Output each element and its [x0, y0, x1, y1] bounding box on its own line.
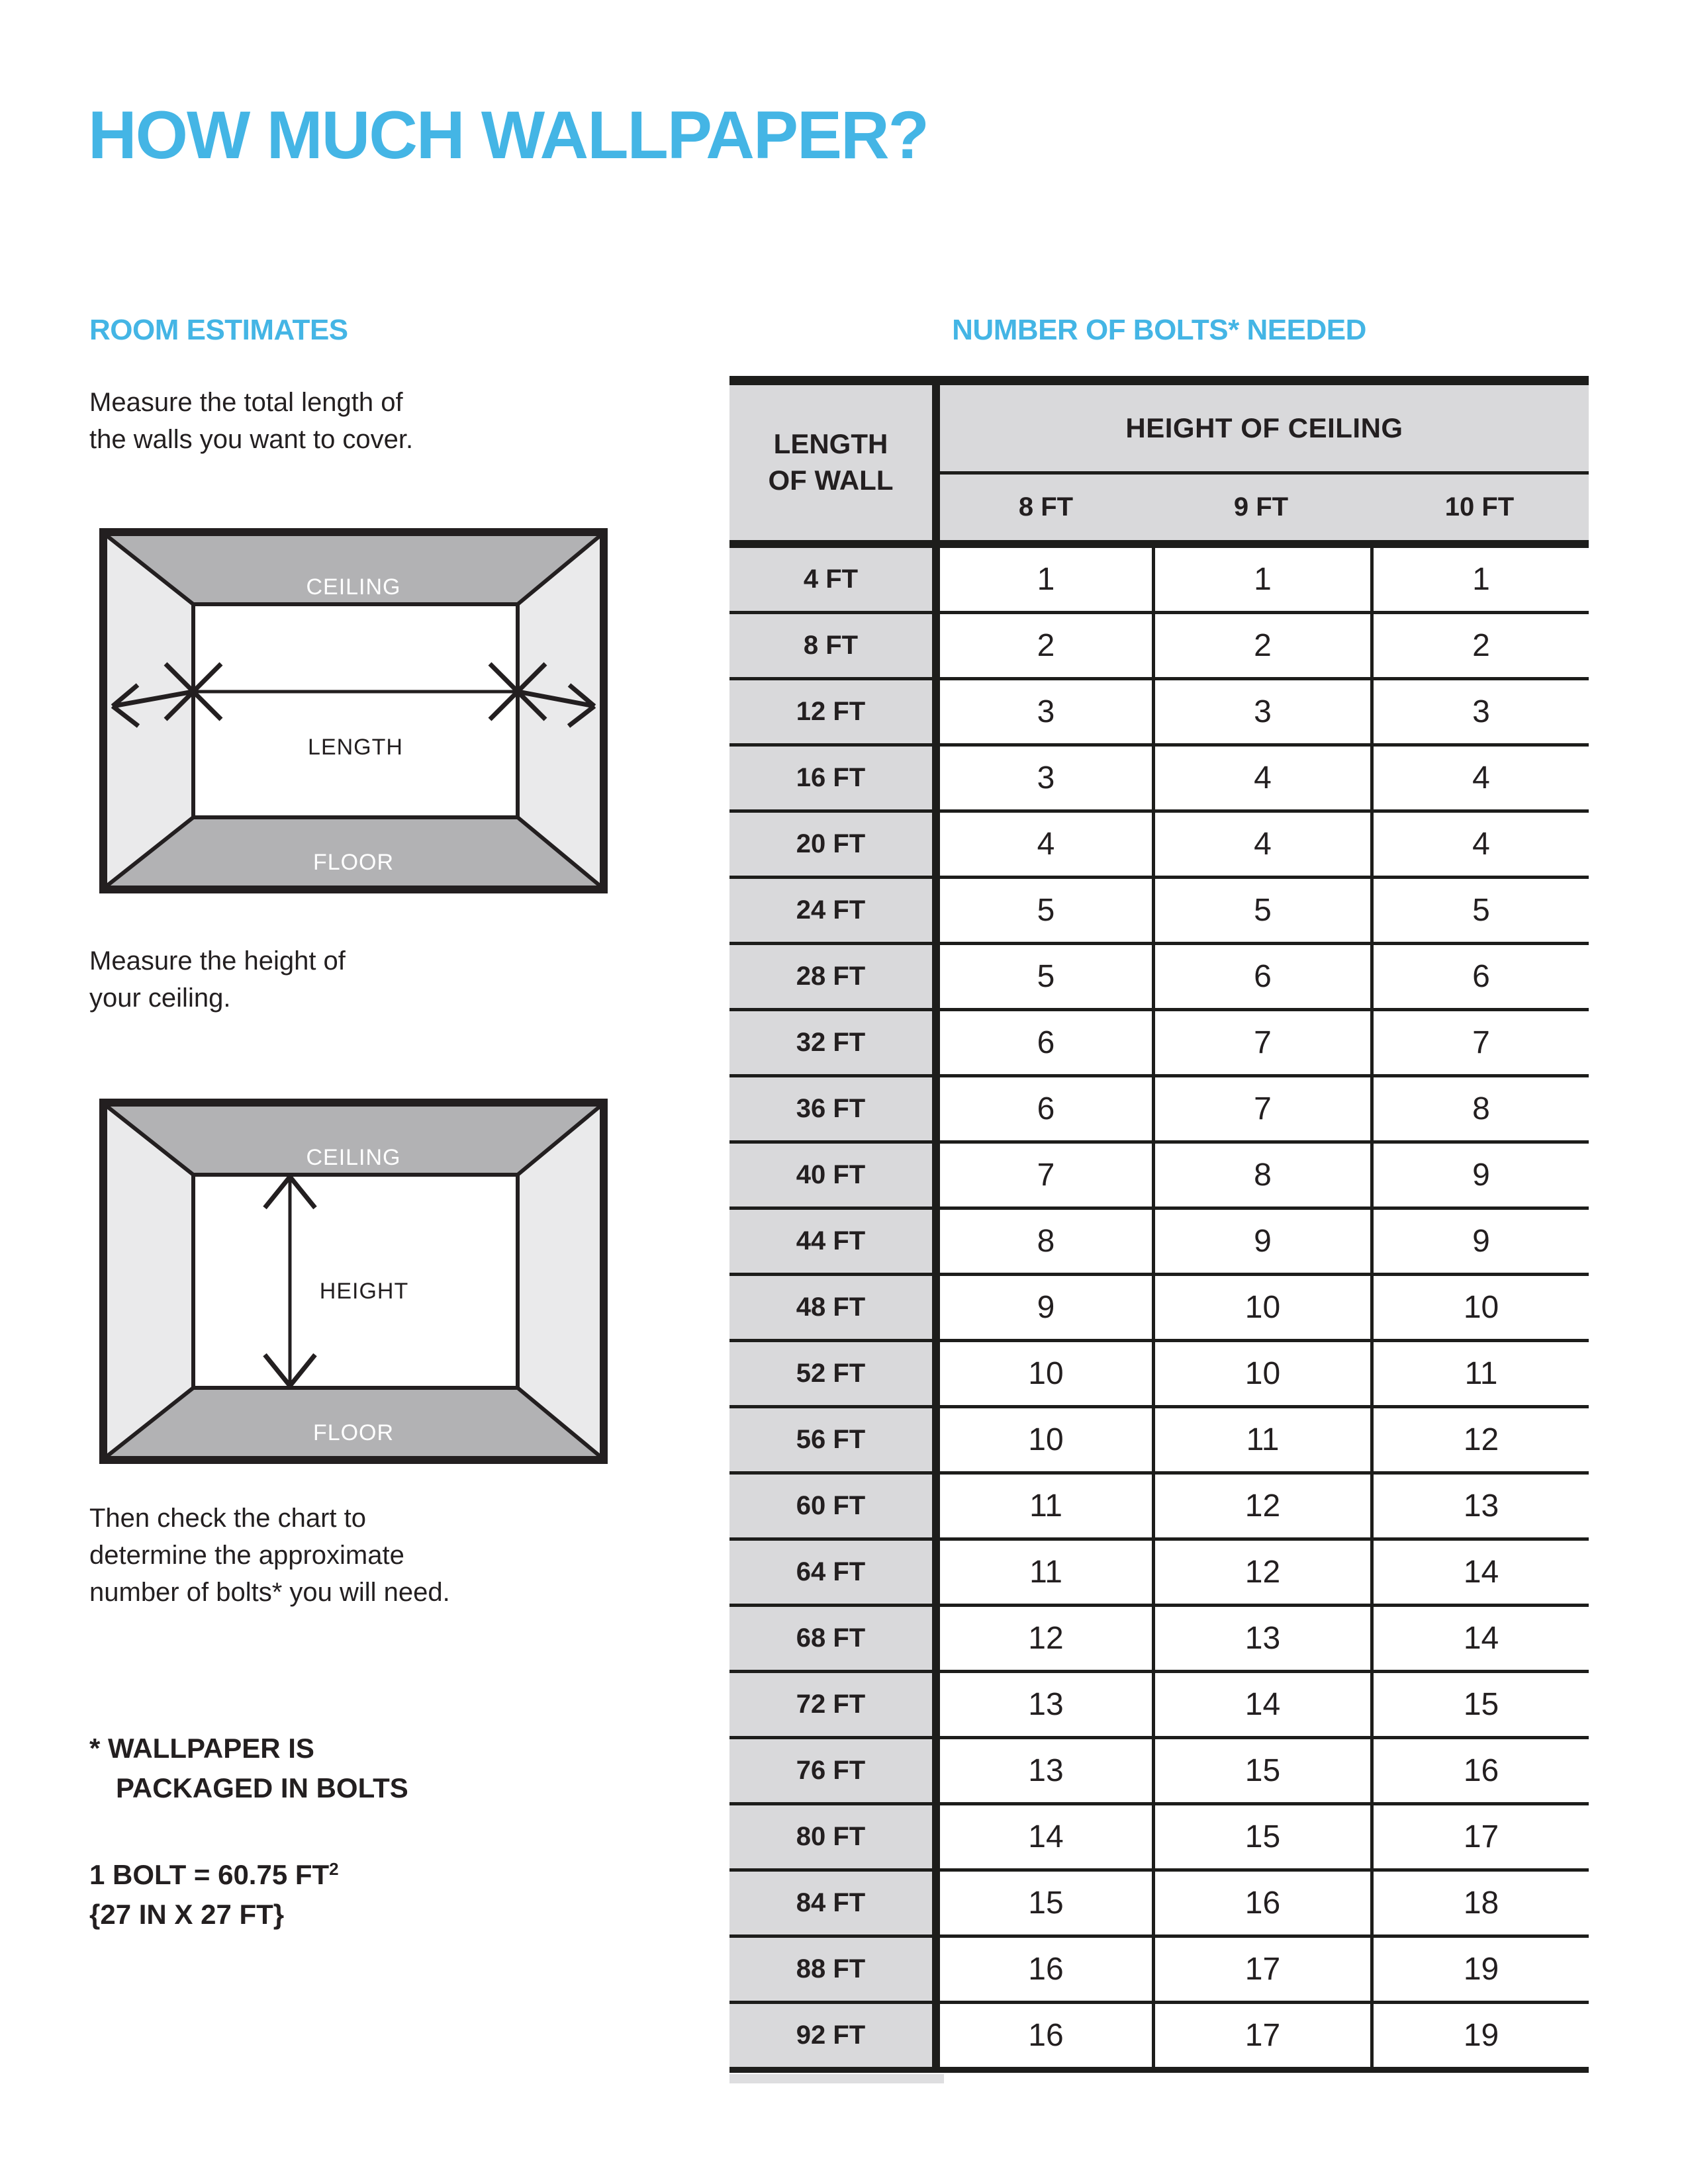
bolts-9ft-cell: 17 — [1152, 2004, 1370, 2073]
bolts-8ft-cell: 12 — [940, 1607, 1152, 1673]
floor-label: FLOOR — [312, 850, 395, 875]
bolts-9ft-cell: 4 — [1152, 813, 1370, 879]
bolts-9ft-cell: 6 — [1152, 945, 1370, 1011]
bolts-9ft-cell: 16 — [1152, 1872, 1370, 1938]
bolt-equation: 1 BOLT = 60.75 FT — [89, 1859, 330, 1890]
bolts-9ft-cell: 12 — [1152, 1541, 1370, 1607]
wall-length-cell: 84 FT — [729, 1872, 940, 1938]
ceiling-label: CEILING — [306, 1145, 401, 1170]
table-row — [729, 1673, 1589, 1739]
step3-instructions — [89, 1500, 450, 1611]
bolts-needed-heading: NUMBER OF BOLTS* NEEDED — [952, 314, 1366, 346]
table-row — [729, 1607, 1589, 1673]
table-row — [729, 1342, 1589, 1408]
room-estimates-heading: ROOM ESTIMATES — [89, 314, 348, 346]
bolts-10ft-cell: 9 — [1370, 1144, 1589, 1210]
bolts-9ft-cell: 12 — [1152, 1475, 1370, 1541]
floor-label: FLOOR — [312, 1420, 395, 1445]
wall-length-cell: 72 FT — [729, 1673, 940, 1739]
bolts-9ft-cell: 10 — [1152, 1342, 1370, 1408]
bolts-10ft-cell: 18 — [1370, 1872, 1589, 1938]
room-length-diagram — [99, 528, 608, 893]
step2-line1: Measure the height of — [89, 946, 346, 976]
step1-line2: the walls you want to cover. — [89, 425, 414, 454]
table-row — [729, 1077, 1589, 1144]
bolts-10ft-cell: 3 — [1370, 680, 1589, 747]
wall-length-cell: 28 FT — [729, 945, 940, 1011]
footnote-line1: * WALLPAPER IS — [89, 1733, 314, 1764]
length-of-wall-line2: OF WALL — [768, 465, 894, 496]
wall-length-cell: 44 FT — [729, 1210, 940, 1276]
bolts-9ft-cell: 9 — [1152, 1210, 1370, 1276]
wall-length-cell: 80 FT — [729, 1805, 940, 1872]
ceiling-9ft-header: 9 FT — [1152, 475, 1370, 548]
bolts-9ft-cell: 14 — [1152, 1673, 1370, 1739]
table-row — [729, 1872, 1589, 1938]
bolts-10ft-cell: 14 — [1370, 1607, 1589, 1673]
step2-instructions — [89, 942, 346, 1017]
bolts-10ft-cell: 14 — [1370, 1541, 1589, 1607]
bolts-9ft-cell: 15 — [1152, 1739, 1370, 1805]
bolts-9ft-cell: 11 — [1152, 1408, 1370, 1475]
bolt-size-info — [89, 1849, 339, 1934]
wall-length-cell: 32 FT — [729, 1011, 940, 1077]
length-of-wall-line1: LENGTH — [773, 428, 888, 460]
wall-length-cell: 20 FT — [729, 813, 940, 879]
table-row — [729, 614, 1589, 680]
bolts-9ft-cell: 2 — [1152, 614, 1370, 680]
bolts-9ft-cell: 15 — [1152, 1805, 1370, 1872]
table-row — [729, 548, 1589, 614]
bolts-8ft-cell: 13 — [940, 1739, 1152, 1805]
wall-length-cell: 36 FT — [729, 1077, 940, 1144]
step1-instructions — [89, 384, 413, 458]
length-measure-label: LENGTH — [308, 735, 403, 760]
bolts-10ft-cell: 10 — [1370, 1276, 1589, 1342]
bolts-8ft-cell: 10 — [940, 1408, 1152, 1475]
table-row — [729, 1408, 1589, 1475]
bolts-8ft-cell: 2 — [940, 614, 1152, 680]
bolts-10ft-cell: 9 — [1370, 1210, 1589, 1276]
bolts-10ft-cell: 13 — [1370, 1475, 1589, 1541]
room-height-diagram — [99, 1099, 608, 1464]
bolts-8ft-cell: 6 — [940, 1011, 1152, 1077]
table-row — [729, 945, 1589, 1011]
wall-length-cell: 48 FT — [729, 1276, 940, 1342]
bolts-table — [729, 385, 1589, 2073]
bolts-10ft-cell: 5 — [1370, 879, 1589, 945]
bolts-10ft-cell: 4 — [1370, 747, 1589, 813]
bolts-8ft-cell: 4 — [940, 813, 1152, 879]
bolts-footnote — [89, 1729, 408, 1808]
bolts-8ft-cell: 6 — [940, 1077, 1152, 1144]
table-row — [729, 680, 1589, 747]
bolts-8ft-cell: 3 — [940, 680, 1152, 747]
bolts-8ft-cell: 14 — [940, 1805, 1152, 1872]
back-wall-surface — [193, 604, 518, 817]
wall-length-cell: 64 FT — [729, 1541, 940, 1607]
wall-length-cell: 76 FT — [729, 1739, 940, 1805]
bolts-8ft-cell: 10 — [940, 1342, 1152, 1408]
bolts-9ft-cell: 10 — [1152, 1276, 1370, 1342]
wall-length-cell: 88 FT — [729, 1938, 940, 2004]
wall-length-cell: 40 FT — [729, 1144, 940, 1210]
table-row — [729, 879, 1589, 945]
bolts-10ft-cell: 4 — [1370, 813, 1589, 879]
bolts-10ft-cell: 2 — [1370, 614, 1589, 680]
bolts-8ft-cell: 11 — [940, 1541, 1152, 1607]
length-of-wall-header — [729, 385, 940, 548]
wall-length-cell: 52 FT — [729, 1342, 940, 1408]
wall-length-cell: 4 FT — [729, 548, 940, 614]
bolts-9ft-cell: 1 — [1152, 548, 1370, 614]
table-top-bar — [729, 376, 1589, 385]
bolt-equation-exponent: 2 — [329, 1859, 339, 1879]
bolts-9ft-cell: 17 — [1152, 1938, 1370, 2004]
bolts-10ft-cell: 8 — [1370, 1077, 1589, 1144]
table-row — [729, 1144, 1589, 1210]
bolts-10ft-cell: 6 — [1370, 945, 1589, 1011]
table-row — [729, 2004, 1589, 2073]
table-column-shadow-strip — [729, 2074, 944, 2083]
bolt-dimensions: {27 IN X 27 FT} — [89, 1899, 285, 1930]
bolts-10ft-cell: 19 — [1370, 1938, 1589, 2004]
footnote-line2: PACKAGED IN BOLTS — [116, 1772, 408, 1803]
table-row — [729, 1475, 1589, 1541]
table-row — [729, 747, 1589, 813]
step3-line2: determine the approximate — [89, 1541, 404, 1570]
table-row — [729, 1805, 1589, 1872]
bolts-9ft-cell: 5 — [1152, 879, 1370, 945]
wall-length-cell: 8 FT — [729, 614, 940, 680]
wall-length-cell: 24 FT — [729, 879, 940, 945]
step3-line3: number of bolts* you will need. — [89, 1578, 450, 1607]
bolts-8ft-cell: 11 — [940, 1475, 1152, 1541]
bolts-9ft-cell: 13 — [1152, 1607, 1370, 1673]
table-row — [729, 1739, 1589, 1805]
bolts-10ft-cell: 16 — [1370, 1739, 1589, 1805]
bolts-8ft-cell: 1 — [940, 548, 1152, 614]
height-of-ceiling-header: HEIGHT OF CEILING — [940, 385, 1589, 475]
bolt-equation-line — [89, 1849, 339, 1895]
table-row — [729, 1541, 1589, 1607]
wall-length-cell: 92 FT — [729, 2004, 940, 2073]
bolts-8ft-cell: 9 — [940, 1276, 1152, 1342]
bolts-10ft-cell: 17 — [1370, 1805, 1589, 1872]
bolts-9ft-cell: 7 — [1152, 1077, 1370, 1144]
bolts-8ft-cell: 5 — [940, 879, 1152, 945]
step2-line2: your ceiling. — [89, 983, 231, 1013]
bolts-8ft-cell: 15 — [940, 1872, 1152, 1938]
height-measure-label: HEIGHT — [319, 1279, 409, 1304]
bolts-8ft-cell: 16 — [940, 1938, 1152, 2004]
bolts-8ft-cell: 13 — [940, 1673, 1152, 1739]
bolts-9ft-cell: 4 — [1152, 747, 1370, 813]
page-title: HOW MUCH WALLPAPER? — [88, 97, 928, 173]
bolts-8ft-cell: 5 — [940, 945, 1152, 1011]
bolts-9ft-cell: 7 — [1152, 1011, 1370, 1077]
ceiling-10ft-header: 10 FT — [1370, 475, 1589, 548]
bolts-10ft-cell: 1 — [1370, 548, 1589, 614]
ceiling-label: CEILING — [306, 574, 401, 600]
bolts-10ft-cell: 19 — [1370, 2004, 1589, 2073]
wall-length-cell: 60 FT — [729, 1475, 940, 1541]
table-row — [729, 1011, 1589, 1077]
bolts-10ft-cell: 7 — [1370, 1011, 1589, 1077]
wall-length-cell: 68 FT — [729, 1607, 940, 1673]
ceiling-8ft-header: 8 FT — [940, 475, 1152, 548]
step3-line1: Then check the chart to — [89, 1504, 367, 1533]
bolts-8ft-cell: 8 — [940, 1210, 1152, 1276]
bolts-9ft-cell: 3 — [1152, 680, 1370, 747]
bolts-8ft-cell: 16 — [940, 2004, 1152, 2073]
step1-line1: Measure the total length of — [89, 388, 403, 417]
wall-length-cell: 56 FT — [729, 1408, 940, 1475]
bolts-8ft-cell: 7 — [940, 1144, 1152, 1210]
wall-length-cell: 16 FT — [729, 747, 940, 813]
bolts-10ft-cell: 11 — [1370, 1342, 1589, 1408]
bolts-10ft-cell: 12 — [1370, 1408, 1589, 1475]
bolts-10ft-cell: 15 — [1370, 1673, 1589, 1739]
table-row — [729, 1210, 1589, 1276]
bolts-9ft-cell: 8 — [1152, 1144, 1370, 1210]
bolts-8ft-cell: 3 — [940, 747, 1152, 813]
table-row — [729, 1938, 1589, 2004]
table-row — [729, 813, 1589, 879]
wall-length-cell: 12 FT — [729, 680, 940, 747]
table-row — [729, 1276, 1589, 1342]
